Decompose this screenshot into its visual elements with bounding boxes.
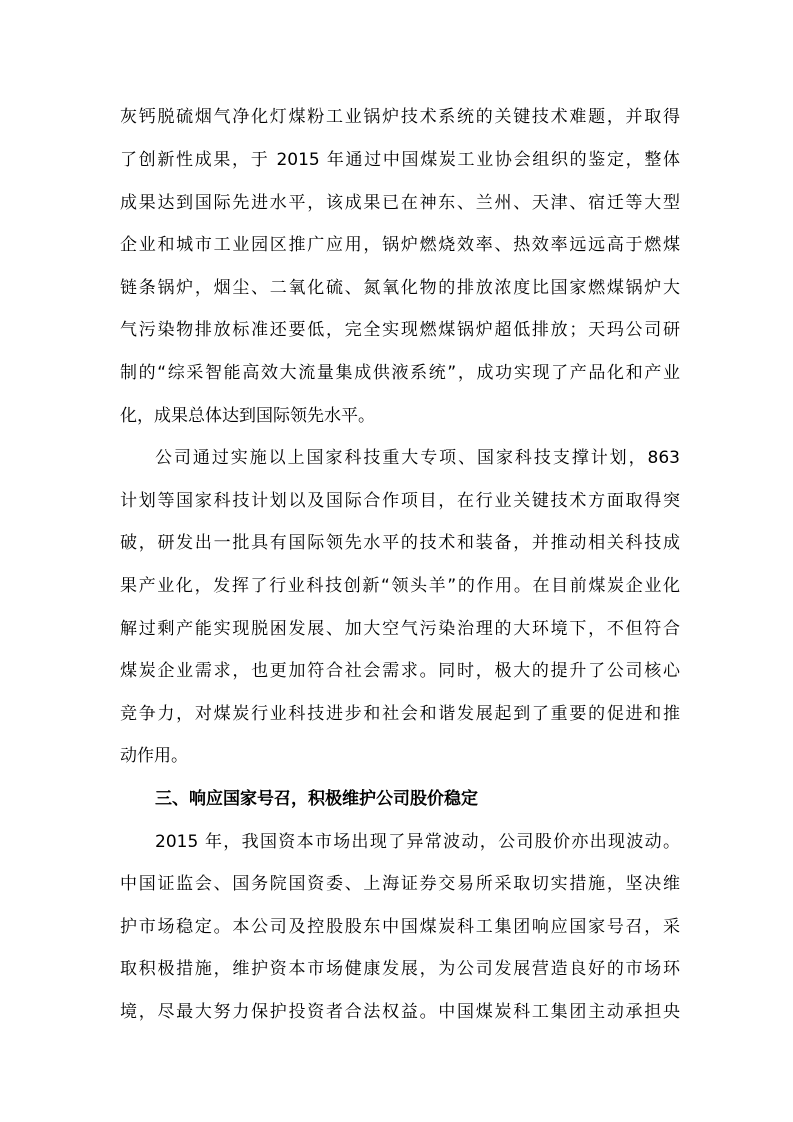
paragraph-line: 中国证监会、国务院国资委、上海证券交易所采取切实措施，坚决维 <box>120 874 680 894</box>
paragraph-line: 计划等国家科技计划以及国际合作项目，在行业关键技术方面取得突 <box>120 491 680 511</box>
paragraph-line: 解过剩产能实现脱困发展、加大空气污染治理的大环境下，不但符合 <box>120 619 680 639</box>
section-heading: 三、响应国家号召，积极维护公司股价稳定 <box>155 789 478 809</box>
paragraph-line: 护市场稳定。本公司及控股股东中国煤炭科工集团响应国家号召，采 <box>120 917 680 937</box>
paragraph-line: 果产业化，发挥了行业科技创新“领头羊”的作用。在目前煤炭企业化 <box>120 576 680 596</box>
paragraph-line: 公司通过实施以上国家科技重大专项、国家科技支撑计划，863 <box>155 448 680 468</box>
paragraph-line: 了创新性成果，于 2015 年通过中国煤炭工业协会组织的鉴定，整体 <box>120 150 680 170</box>
paragraph-line: 成果达到国际先进水平，该成果已在神东、兰州、天津、宿迁等大型 <box>120 193 680 213</box>
paragraph-line: 链条锅炉，烟尘、二氧化硫、氮氧化物的排放浓度比国家燃煤锅炉大 <box>120 278 680 298</box>
paragraph-line: 动作用。 <box>120 746 188 766</box>
paragraph-line: 企业和城市工业园区推广应用，锅炉燃烧效率、热效率远远高于燃煤 <box>120 235 680 255</box>
paragraph-line: 破，研发出一批具有国际领先水平的技术和装备，并推动相关科技成 <box>120 533 680 553</box>
paragraph-line: 2015 年，我国资本市场出现了异常波动，公司股价亦出现波动。 <box>155 832 680 852</box>
paragraph-line: 灰钙脱硫烟气净化灯煤粉工业锅炉技术系统的关键技术难题，并取得 <box>120 107 680 127</box>
paragraph-line: 化，成果总体达到国际领先水平。 <box>120 406 375 426</box>
paragraph-line: 境，尽最大努力保护投资者合法权益。中国煤炭科工集团主动承担央 <box>120 1002 680 1022</box>
paragraph-line: 制的“综采智能高效大流量集成供液系统”，成功实现了产品化和产业 <box>120 363 680 383</box>
paragraph-line: 取积极措施，维护资本市场健康发展，为公司发展营造良好的市场环 <box>120 959 680 979</box>
paragraph-line: 气污染物排放标准还要低，完全实现燃煤锅炉超低排放；天玛公司研 <box>120 320 680 340</box>
paragraph-line: 竞争力，对煤炭行业科技进步和社会和谐发展起到了重要的促进和推 <box>120 704 680 724</box>
paragraph-line: 煤炭企业需求，也更加符合社会需求。同时，极大的提升了公司核心 <box>120 661 680 681</box>
